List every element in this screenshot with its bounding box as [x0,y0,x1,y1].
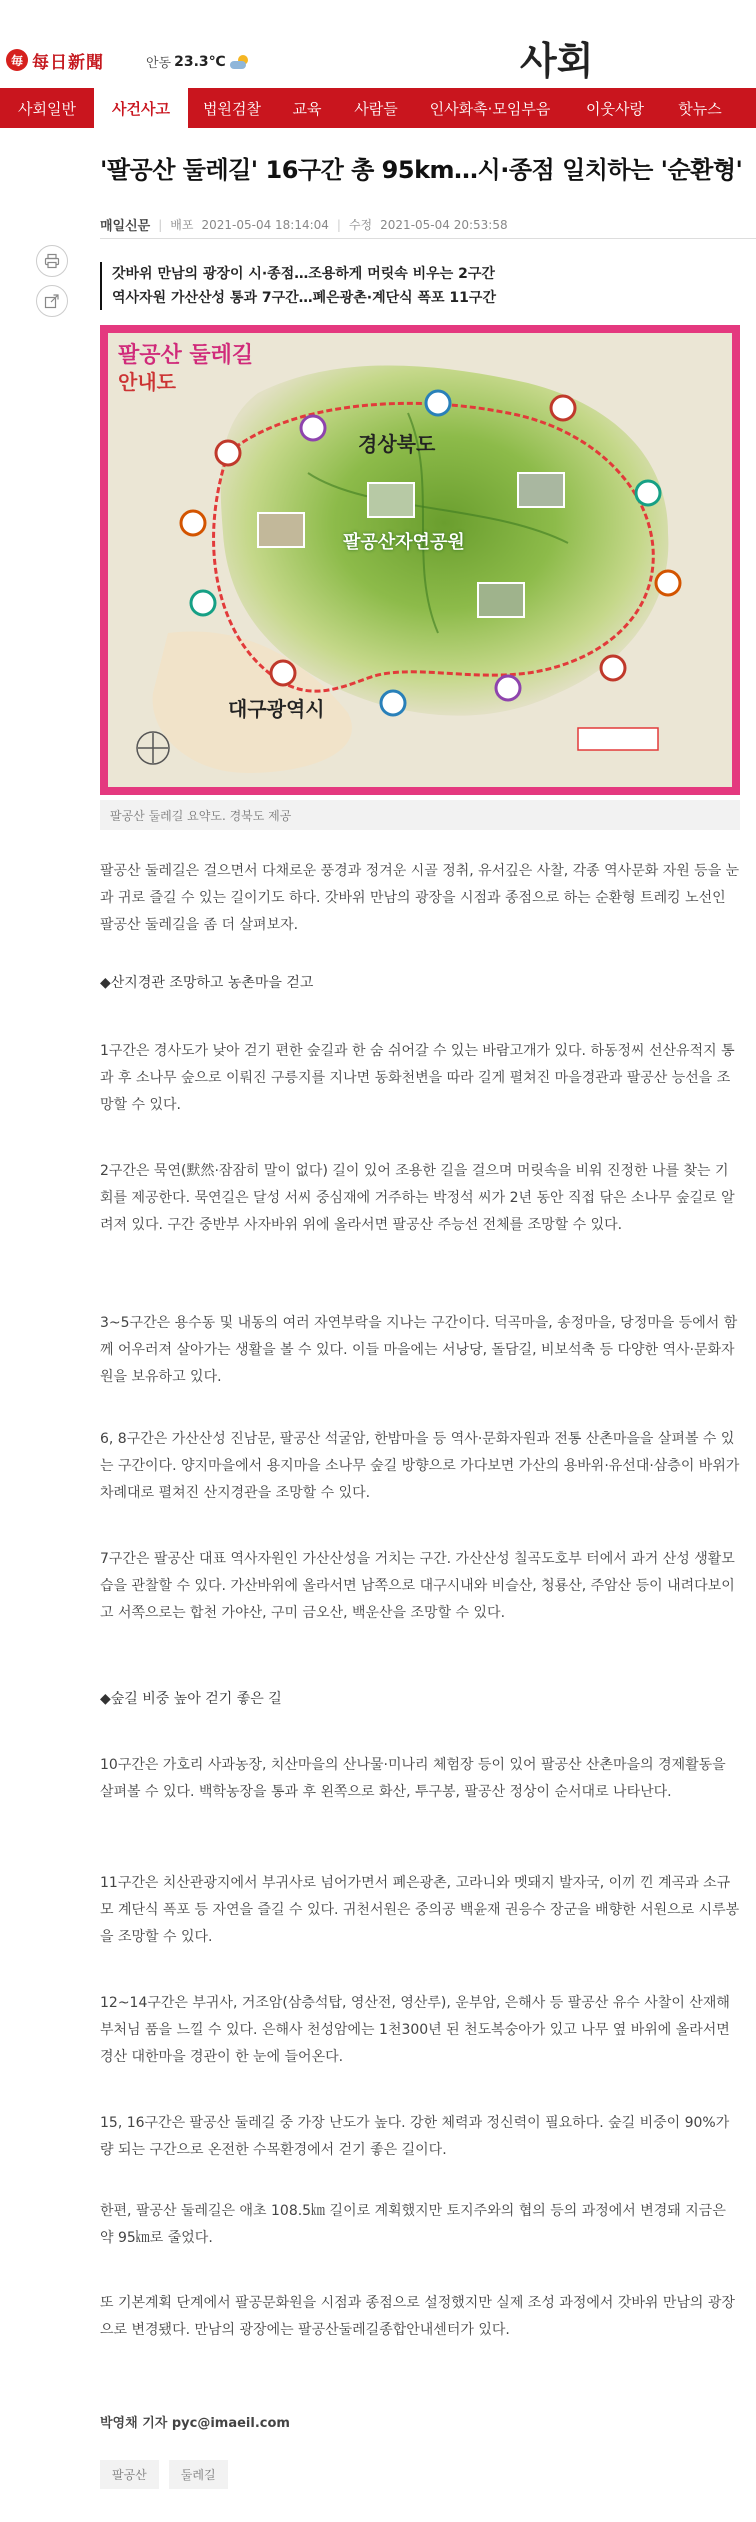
map-label-city: 대구광역시 [228,697,325,721]
published-label: 배포 [170,218,194,232]
weather-widget[interactable] [146,52,251,71]
published-date: 2021-05-04 18:14:04 [201,217,329,232]
weather-temp: 23.3℃ [174,53,226,70]
updated-date: 2021-05-04 20:53:58 [380,217,508,232]
nav-item-society-general[interactable]: 사회일반 [18,99,76,118]
article-source: 매일신문 [100,219,151,234]
article-meta [100,215,508,234]
logo-mark: 毎 [6,49,28,71]
article-tags [100,2460,228,2489]
site-logo[interactable] [6,46,104,74]
article-paragraph: 팔공산 둘레길은 걸으면서 다채로운 풍경과 정겨운 시골 정취, 유서깊은 사찰, 각종 역사문화 자원 등을 눈과 귀로 즐길 수 있는 길이기도 하다. 갓바위 만남의 광장을 시점과 종점으로 하는 순환형 트레킹 노선인 팔공산 둘레길을 좀 더 살펴보자. [100,863,740,933]
meta-separator: | [158,217,163,232]
map-title [118,343,253,395]
nav-item-neighbor-love[interactable]: 이웃사랑 [586,99,644,118]
article-byline: 박영채 기자 pyc@imaeil.com [100,2416,290,2431]
nav-item-courts[interactable]: 법원검찰 [203,99,261,118]
logo-text: 每日新聞 [32,52,104,73]
partly-cloudy-icon [229,55,251,69]
category-nav [0,88,756,128]
article-paragraph: 2구간은 묵연(默然·잠잠히 말이 없다) 길이 있어 조용한 길을 걸으며 머릿속을 비워 진정한 나를 찾는 기회를 제공한다. 묵연길은 달성 서씨 중심재에 거주하는 박정석 씨가 2년 동안 직접 닦은 소나무 숲길로 알려져 있다. 구간 중반부 사자바위 위에 올라서면 팔공산 주능선 전체를 조망할 수 있다. [100,1163,735,1233]
trail-map-canvas [108,333,732,787]
article-section-heading: ◆숲길 비중 높아 걷기 좋은 길 [100,1691,282,1707]
article-headline: '팔공산 둘레길' 16구간 총 95km…시·종점 일치하는 '순환형' [100,156,743,184]
article-paragraph: 15, 16구간은 팔공산 둘레길 중 가장 난도가 높다. 강한 체력과 정신력이 필요하다. 숲길 비중이 90%가량 되는 구간으로 온전한 수목환경에서 걷기 좋은 길이다. [100,2115,730,2158]
meta-divider [100,238,756,239]
map-title-line1: 팔공산 둘레길 [118,343,254,368]
article-paragraph: 12~14구간은 부귀사, 거조암(삼층석탑, 영산전, 영산루), 운부암, 은해사 등 팔공산 유수 사찰이 산재해 부처님 품을 느낄 수 있다. 은해사 천성암에는 1천300년 된 천도복숭아가 있고 나무 옆 바위에 올라서면 경산 대한마을 경관이 한 눈에 들어온다. [100,1995,730,2065]
trail-map-drawing [108,333,732,787]
print-icon [44,253,60,269]
article-subheads [100,262,496,310]
tag-link[interactable]: 팔공산 [100,2460,159,2489]
meta-separator: | [336,217,341,232]
subhead-line: 갓바위 만남의 광장이 시·종점…조용하게 머릿속 비우는 2구간 [112,266,495,282]
nav-item-incidents[interactable]: 사건사고 [94,88,188,128]
nav-item-personnel[interactable]: 인사화촉·모임부음 [429,99,551,118]
weather-city: 안동 [146,56,172,71]
share-icon [44,293,60,309]
article-paragraph: 10구간은 가호리 사과농장, 치산마을의 산나물·미나리 체험장 등이 있어 팔공산 산촌마을의 경제활동을 살펴볼 수 있다. 백학농장을 통과 후 왼쪽으로 화산, 투구봉, 팔공산 정상이 순서대로 나타난다. [100,1757,726,1800]
updated-label: 수정 [348,218,373,232]
trail-map-image[interactable] [100,325,740,795]
nav-item-education[interactable]: 교육 [292,99,322,118]
print-button[interactable] [36,245,68,277]
site-header [0,0,756,88]
article-paragraph: 1구간은 경사도가 낮아 걷기 편한 숲길과 한 숨 쉬어갈 수 있는 바람고개가 있다. 하동정씨 선산유적지 통과 후 소나무 숲으로 이뤄진 구릉지를 지나면 동화천변을 따라 길게 펼쳐진 마을경관과 팔공산 능선을 조망할 수 있다. [100,1043,735,1113]
share-button[interactable] [36,285,68,317]
article-paragraph: 한편, 팔공산 둘레길은 애초 108.5㎞ 길이로 계획했지만 토지주와의 협의 등의 과정에서 변경돼 지금은 약 95㎞로 줄었다. [100,2203,726,2246]
article-paragraph: 6, 8구간은 가산산성 진남문, 팔공산 석굴암, 한밤마을 등 역사·문화자원과 전통 산촌마을을 살펴볼 수 있는 구간이다. 양지마을에서 용지마을 소나무 숲길 방향으로 가다보면 가산의 용바위·유선대·삼층이 바위가 차례대로 펼쳐진 산지경관을 조망할 수 있다. [100,1431,740,1501]
tag-link[interactable]: 둘레길 [169,2460,228,2489]
subhead-line: 역사자원 가산산성 통과 7구간…폐은광촌·계단식 폭포 11구간 [112,290,496,306]
map-label-park: 팔공산자연공원 [343,532,465,553]
map-label-province: 경상북도 [358,432,436,456]
article-paragraph: 7구간은 팔공산 대표 역사자원인 가산산성을 거치는 구간. 가산산성 칠곡도호부 터에서 과거 산성 생활모습을 관찰할 수 있다. 가산바위에 올라서면 남쪽으로 대구시내와 비슬산, 청룡산, 주암산 등이 내려다보이고 서쪽으로는 합천 가야산, 구미 금오산, 백운산을 조망할 수 있다. [100,1551,735,1621]
article-paragraph: 3~5구간은 용수동 및 내동의 여러 자연부락을 지나는 구간이다. 덕곡마을, 송정마을, 당정마을 등에서 함께 어우러져 살아가는 생활을 볼 수 있다. 이들 마을에는 서낭당, 돌담길, 비보석축 등 다양한 역사·문화자원을 보유하고 있다. [100,1315,738,1385]
article-section-heading: ◆산지경관 조망하고 농촌마을 걷고 [100,975,314,991]
map-caption: 팔공산 둘레길 요약도. 경북도 제공 [100,800,740,830]
nav-item-hot-news[interactable]: 핫뉴스 [678,99,722,118]
article-paragraph: 또 기본계획 단계에서 팔공문화원을 시점과 종점으로 설정했지만 실제 조성 과정에서 갓바위 만남의 광장으로 변경됐다. 만남의 광장에는 팔공산둘레길종합안내센터가 있다. [100,2295,735,2338]
article-paragraph: 11구간은 치산관광지에서 부귀사로 넘어가면서 폐은광촌, 고라니와 멧돼지 발자국, 이끼 낀 계곡과 소규모 계단식 폭포 등 자연을 즐길 수 있다. 귀천서원은 중의공 백윤재 권응수 장군을 배향한 서원으로 시루봉을 조망할 수 있다. [100,1875,740,1945]
section-title: 사회 [520,39,594,83]
nav-item-people[interactable]: 사람들 [354,99,398,118]
map-title-line2: 안내도 [118,370,176,394]
